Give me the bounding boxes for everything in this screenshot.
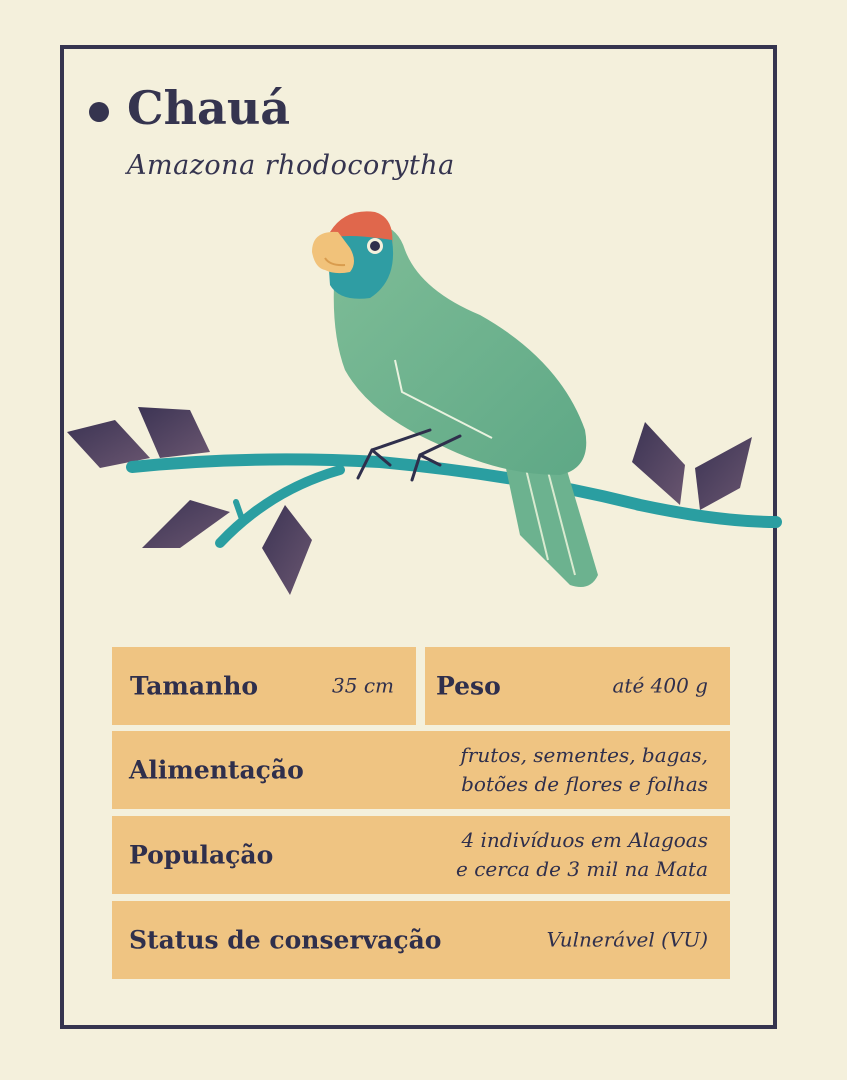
fact-size-label: Tamanho — [130, 671, 259, 701]
fact-population-label: População — [129, 840, 274, 870]
fact-size — [112, 647, 416, 725]
parrot-head — [312, 211, 393, 298]
leaf — [695, 437, 752, 510]
leaf — [262, 505, 312, 595]
fact-weight — [425, 647, 730, 725]
fact-weight-label: Peso — [436, 671, 501, 701]
fact-diet-label: Alimentação — [129, 755, 304, 785]
fact-population — [112, 816, 730, 894]
leaf-group-right — [632, 422, 752, 510]
fact-diet — [112, 731, 730, 809]
leaf — [632, 422, 685, 505]
fact-size-value: 35 cm — [332, 673, 394, 698]
fact-status-label: Status de conservação — [129, 925, 442, 955]
scientific-name: Amazona rhodocorytha — [127, 150, 455, 181]
fact-weight-value: até 400 g — [612, 673, 708, 698]
leaf — [138, 407, 210, 458]
fact-status — [112, 901, 730, 979]
fact-population-value: 4 indivíduos em Alagoas e cerca de 3 mil na Mata — [456, 828, 708, 881]
species-title: Chauá — [127, 81, 291, 135]
fact-diet-value: frutos, sementes, bagas, botões de flores e folhas — [460, 743, 708, 796]
fact-status-value: Vulnerável (VU) — [546, 927, 708, 952]
